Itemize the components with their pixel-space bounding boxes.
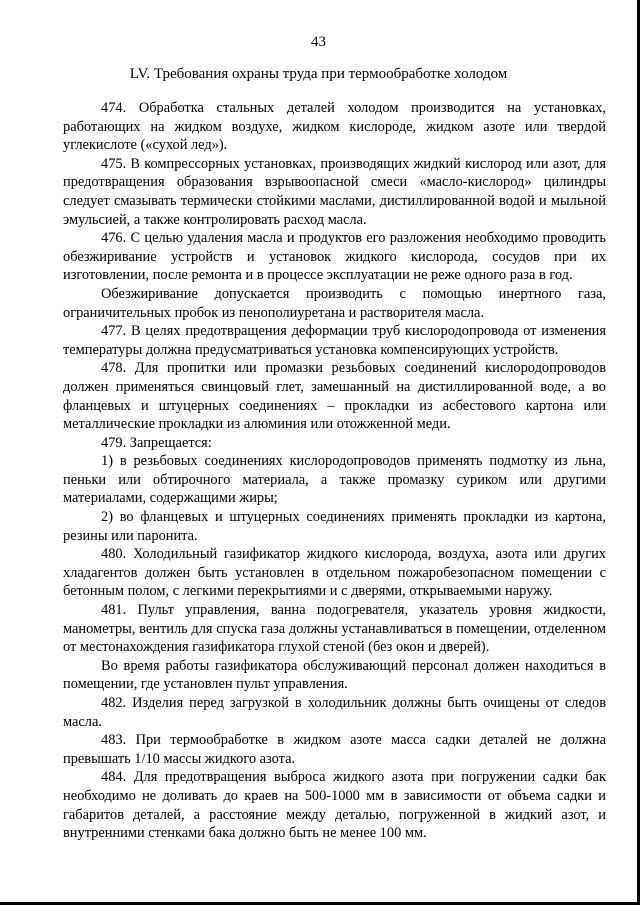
paragraph-481-operation: Во время работы газификатора обслуживающий персонал должен находиться в помещении, где установлен пульт управления. xyxy=(63,657,606,693)
paragraph-484: 484. Для предотвращения выброса жидкого азота при погружении садки бак необходимо не доливать до краев на 500-1000 мм в зависимости от объема садки и габаритов деталей, а расстояние между деталью, погруженной в жидкий азот, и внутренними стенками бака должно быть не менее 100 мм. xyxy=(63,769,606,842)
paragraph-476-degreasing: Обезжиривание допускается производить с помощью инертного газа, ограничительных пробок из пенополиуретана и растворителя масла. xyxy=(63,285,606,321)
paragraph-479-item-2: 2) во фланцевых и штуцерных соединениях применять прокладки из картона, резины или паронита. xyxy=(63,509,606,544)
paragraph-483: 483. При термообработке в жидком азоте масса садки деталей не должна превышать 1/10 массы жидкого азота. xyxy=(63,732,606,767)
paragraph-479: 479. Запрещается: xyxy=(101,434,212,451)
paragraph-474: 474. Обработка стальных деталей холодом производится на установках, работающих на жидком воздухе, жидком кислороде, жидком азоте или твердой углекислоте («сухой лед»). xyxy=(63,100,606,154)
page-number: 43 xyxy=(311,34,326,50)
paragraph-475: 475. В компрессорных установках, производящих жидкий кислород или азот, для предотвращения образования взрывоопасной смеси «масло-кислород» цилиндры следует смазывать термически стойкими маслами, дистиллированной водой и мыльной эмульсией, а также контролировать расход масла. xyxy=(63,155,606,228)
paragraph-477: 477. В целях предотвращения деформации труб кислородопровода от изменения температуры должна предусматриваться установка компенсирующих устройств. xyxy=(63,323,606,358)
paragraph-479-item-1: 1) в резьбовых соединениях кислородопроводов применять подмотку из льна, пеньки или обтирочного материала, а также промазку суриком или другими материалами, содержащими жиры; xyxy=(63,453,606,507)
document-body xyxy=(63,99,606,843)
paragraph-476: 476. С целью удаления масла и продуктов его разложения необходимо проводить обезжиривание устройств и установок жидкого кислорода, сосудов при их изготовлении, после ремонта и в процессе эксплуатации не реже одного раза в год. xyxy=(63,230,606,284)
paragraph-478: 478. Для пропитки или промазки резьбовых соединений кислородопроводов должен применяться свинцовый глет, замешанный на дистиллированной воде, а во фланцевых и штуцерных соединениях – прокладки из асбестового картона или металлические прокладки из алюминия или отожженной меди. xyxy=(63,360,606,433)
paragraph-482: 482. Изделия перед загрузкой в холодильник должны быть очищены от следов масла. xyxy=(63,695,606,730)
section-title: LV. Требования охраны труда при термообработке холодом xyxy=(129,66,508,82)
paragraph-481: 481. Пульт управления, ванна подогревателя, указатель уровня жидкости, манометры, вентиль для спуска газа должны устанавливаться в помещении, отделенном от местонахождения газификатора глухой стеной (без окон и дверей). xyxy=(63,602,606,656)
paragraph-480: 480. Холодильный газификатор жидкого кислорода, воздуха, азота или других хладагентов должен быть установлен в отдельном пожаробезопасном помещении с бетонным полом, с легкими перекрытиями и с дверями, открываемыми наружу. xyxy=(63,546,606,600)
